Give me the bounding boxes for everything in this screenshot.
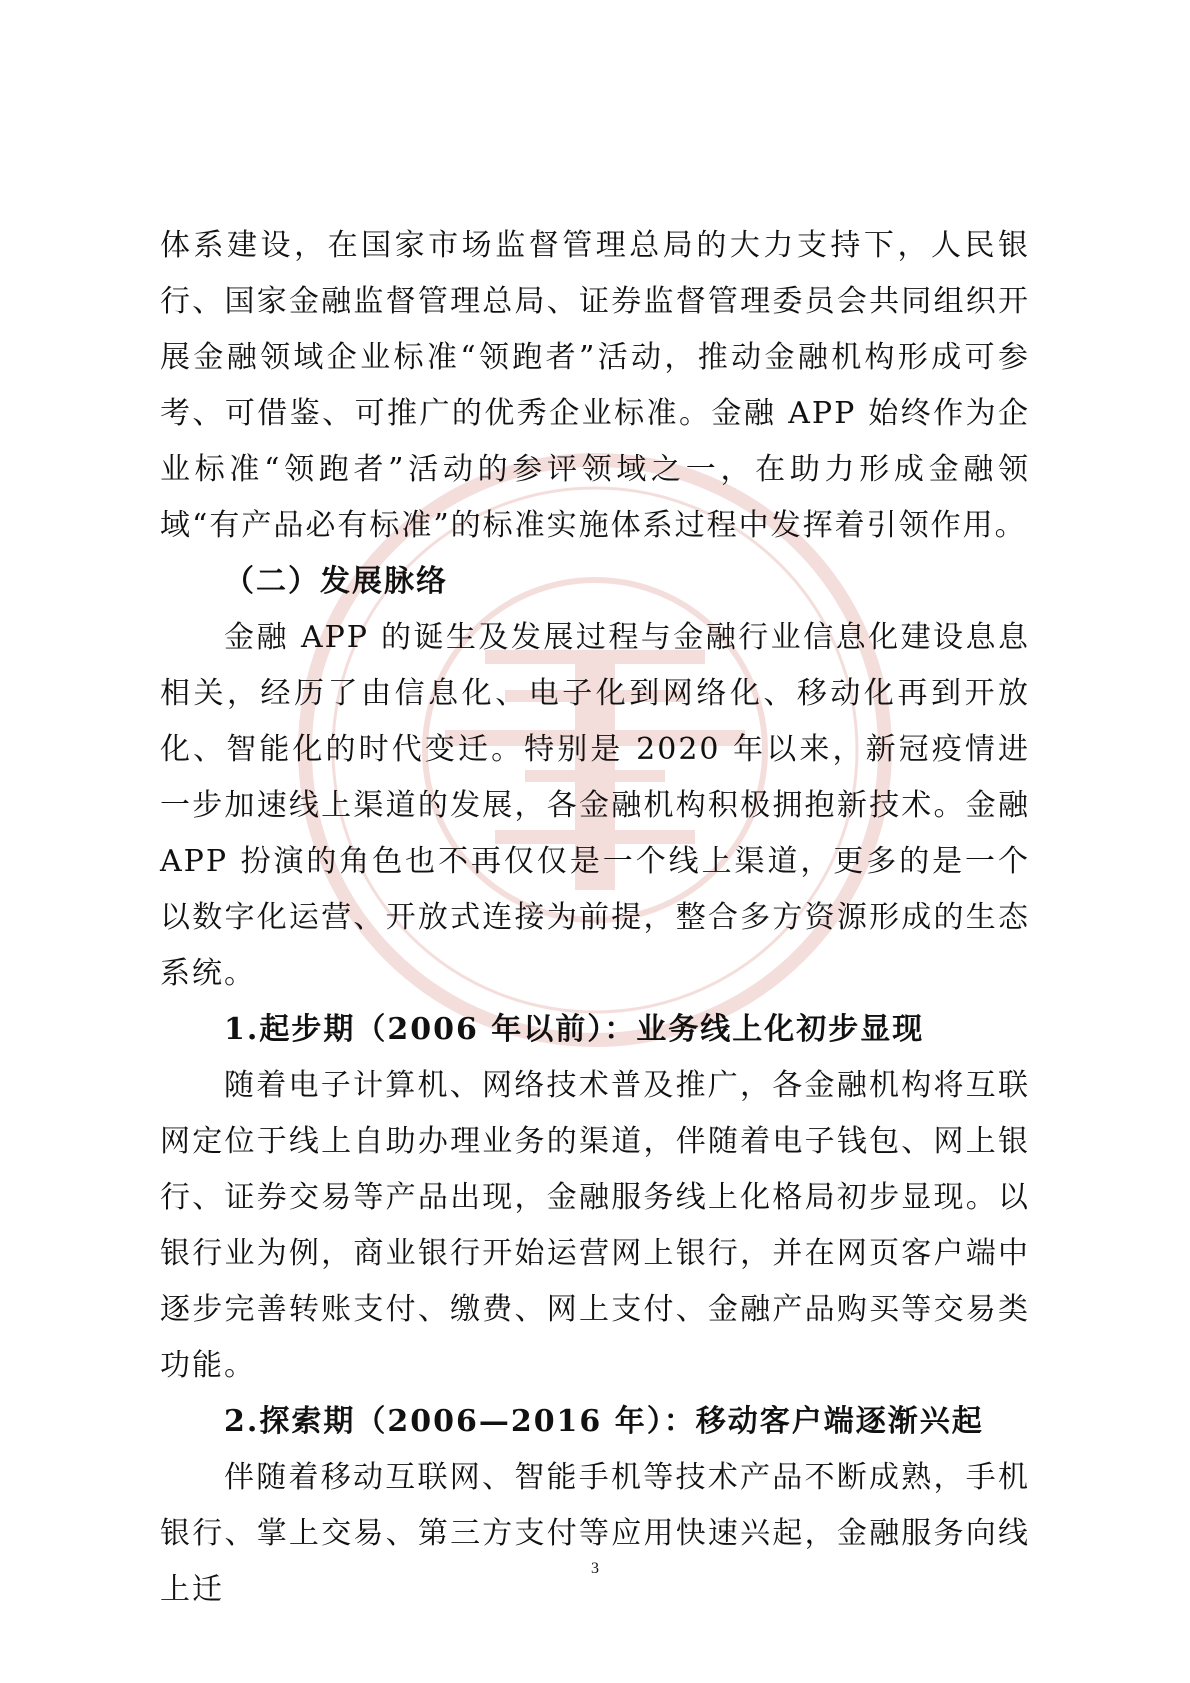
paragraph-development-context: 金融 APP 的诞生及发展过程与金融行业信息化建设息息相关，经历了由信息化、电子化到网络化、移动化再到开放化、智能化的时代变迁。特别是 2020 年以来，新冠疫情进一步加速线上渠道的发展，各金融机构积极拥抱新技术。金融 APP 扮演的角色也不再仅仅是一个线上渠道，更多的是一个以数字化运营、开放式连接为前提，整合多方资源形成的生态系统。 (160, 620, 1030, 991)
paragraph-exploration-stage: 伴随着移动互联网、智能手机等技术产品不断成熟，手机银行、掌上交易、第三方支付等应用快速兴起，金融服务向线上迁 (160, 1460, 1030, 1607)
section-heading-development: （二）发展脉络 (224, 564, 448, 599)
document-body (160, 218, 1030, 1618)
page-number: 3 (591, 1560, 599, 1577)
paragraph-standards-system: 体系建设，在国家市场监督管理总局的大力支持下，人民银行、国家金融监督管理总局、证券监督管理委员会共同组织开展金融领域企业标准“领跑者”活动，推动金融机构形成可参考、可借鉴、可推广的优秀企业标准。金融 APP 始终作为企业标准“领跑者”活动的参评领域之一，在助力形成金融领域“有产品必有标准”的标准实施体系过程中发挥着引领作用。 (160, 228, 1030, 543)
paragraph-start-stage: 随着电子计算机、网络技术普及推广，各金融机构将互联网定位于线上自助办理业务的渠道，伴随着电子钱包、网上银行、证券交易等产品出现，金融服务线上化格局初步显现。以银行业为例，商业银行开始运营网上银行，并在网页客户端中逐步完善转账支付、缴费、网上支付、金融产品购买等交易类功能。 (160, 1068, 1030, 1383)
stage-heading-exploration: 2.探索期（2006—2016 年）：移动客户端逐渐兴起 (224, 1404, 984, 1439)
stage-heading-start: 1.起步期（2006 年以前）：业务线上化初步显现 (224, 1012, 925, 1047)
